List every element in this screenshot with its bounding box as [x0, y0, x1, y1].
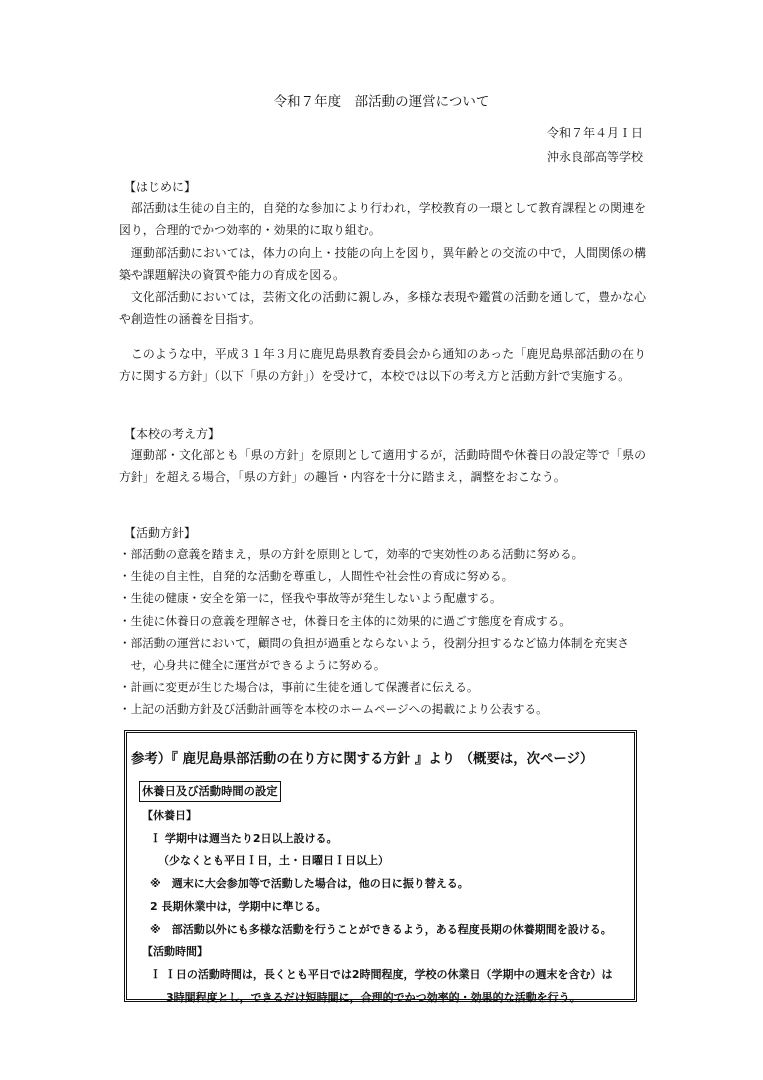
reference-box [124, 730, 637, 1002]
reference-subheading: 休養日及び活動時間の設定 [139, 781, 281, 802]
intro-paragraph-3: 文化部活動においては，芸術文化の活動に親しみ，多様な表現や鑑賞の活動を通して，豊かな心や創造性の涵養を目指す。 [119, 290, 646, 327]
intro-paragraph-1: 部活動は生徒の自主的，自発的な参加により行われ，学校教育の一環として教育課程との関連を図り，合理的でかつ効率的・効果的に取り組む。 [119, 201, 646, 238]
school-name: 沖永良部高等学校 [546, 150, 643, 164]
policy-paragraph: 運動部・文化部とも「県の方針」を原則として適用するが，活動時間や休養日の設定等で「県の方針」を超える場合，「県の方針」の趣旨・内容を十分に踏まえ，調整をおこなう。 [119, 448, 646, 485]
intro-heading: 【はじめに】 [124, 180, 197, 194]
reference-line: ※ 週末に大会参加等で活動した場合は，他の日に振り替える。 [150, 877, 469, 891]
reference-line: ※ 部活動以外にも多様な活動を行うことができるよう，ある程度長期の休養期間を設ける。 [150, 922, 612, 936]
intro-paragraph-2: 運動部活動においては，体力の向上・技能の向上を図り，異年齢との交流の中で，人間関係の構築や課題解決の資質や能力の育成を図る。 [119, 246, 646, 283]
activity-list [119, 543, 649, 721]
list-item: ・ 生徒の自主性，自発的な活動を尊重し，人間性や社会性の育成に努める。 [119, 565, 649, 587]
policy-heading: 【本校の考え方】 [124, 427, 221, 441]
activity-heading: 【活動方針】 [124, 526, 197, 540]
list-item: ・ 計画に変更が生じた場合は，事前に生徒を通して保護者に伝える。 [119, 676, 649, 698]
list-item: ・ 上記の活動方針及び活動計画等を本校のホームページへの掲載により公表する。 [119, 698, 649, 720]
reference-line: 3時間程度とし，できるだけ短時間に，合理的でかつ効率的・効果的な活動を行う。 [166, 990, 581, 1004]
reference-line: 【活動時間】 [142, 945, 208, 959]
list-item: ・ 生徒に休養日の意義を理解させ，休養日を主体的に効果的に過ごす態度を育成する。 [119, 610, 649, 632]
list-item: ・ 生徒の健康・安全を第一に，怪我や事故等が発生しないよう配慮する。 [119, 587, 649, 609]
reference-line: 【休養日】 [142, 809, 197, 822]
reference-line: Ｉ 学期中は週当たり2日以上設ける。 [150, 831, 338, 845]
reference-line: Ｉ Ｉ日の活動時間は，長くとも平日では2時間程度，学校の休業日（学期中の週末を含む）は [150, 967, 613, 981]
list-item: ・ 部活動の意義を踏まえ，県の方針を原則として，効率的で実効性のある活動に努める。 [119, 543, 649, 565]
reference-line: （少なくとも平日Ｉ日，土・日曜日Ｉ日以上） [158, 854, 389, 868]
reference-lines [142, 805, 632, 1009]
document-title: 令和７年度 部活動の運営について [273, 94, 490, 110]
reference-title: 参考）『 鹿児島県部活動の在り方に関する方針 』より （概要は，次ページ） [131, 752, 594, 767]
list-item: ・ 部活動の運営において，顧問の負担が過重とならないよう，役割分担するなど協力体制を充実させ，心身共に健全に運営ができるように努める。 [119, 632, 649, 676]
intro-paragraph-4: このような中，平成３１年３月に鹿児島県教育委員会から通知のあった「鹿児島県部活動の在り方に関する方針」（以下「県の方針」）を受けて，本校では以下の考え方と活動方針で実施する。 [119, 347, 646, 384]
reference-line: 2 長期休業中は，学期中に準じる。 [150, 899, 327, 913]
document-date: 令和７年４月Ｉ日 [546, 126, 643, 140]
